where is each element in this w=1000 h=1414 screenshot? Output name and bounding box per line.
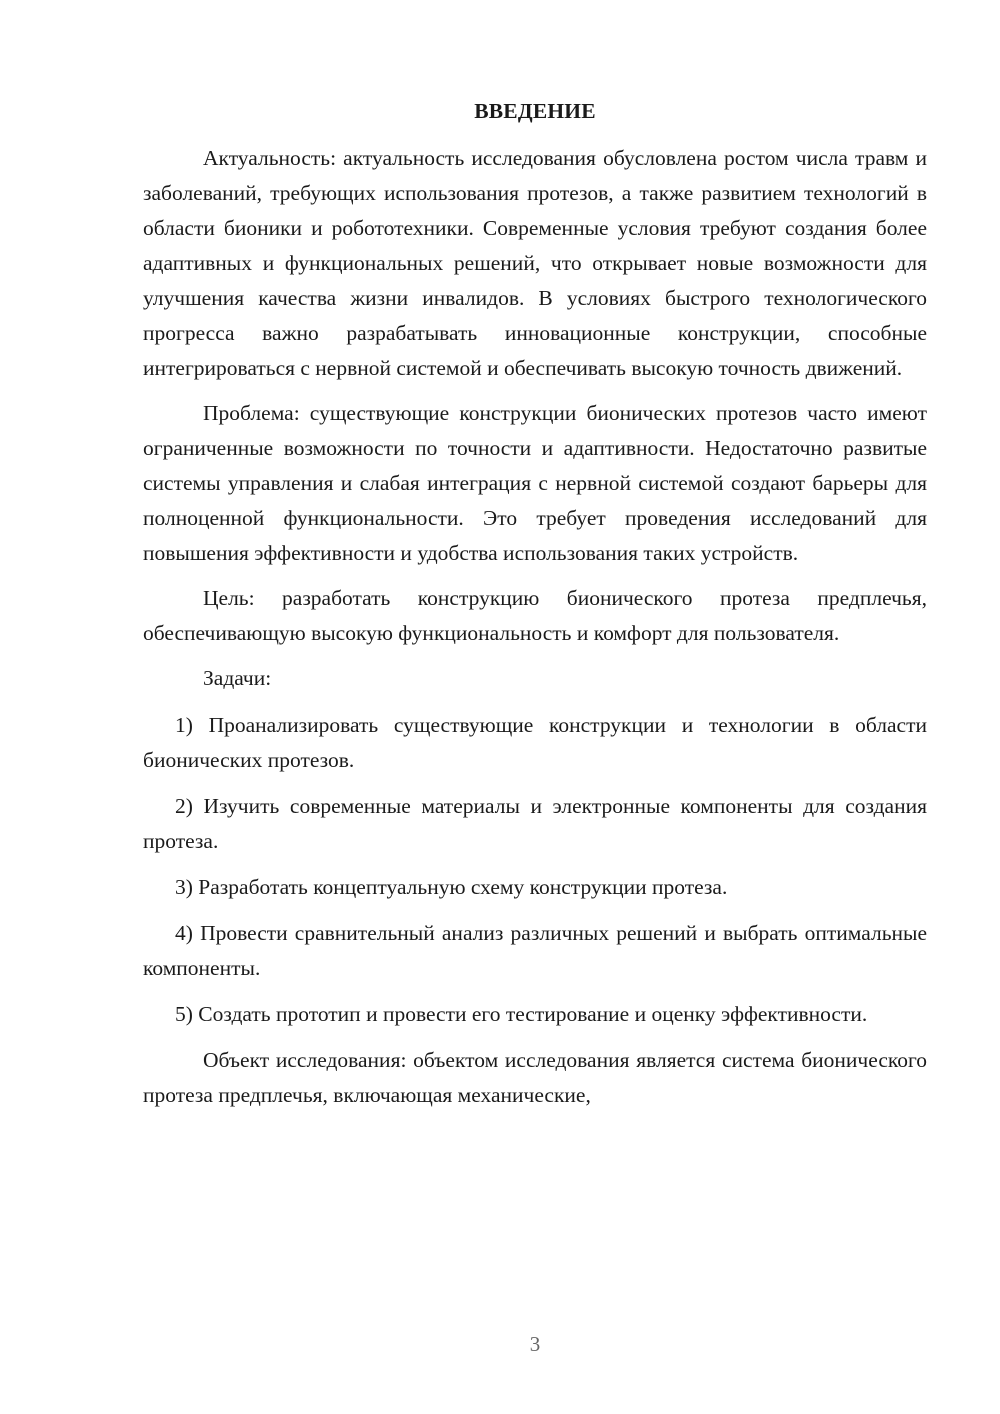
task-item-5: 5) Создать прототип и провести его тестирование и оценку эффективности.	[175, 1002, 868, 1026]
document-page	[143, 94, 927, 1123]
task-item-3: 3) Разработать концептуальную схему конструкции протеза.	[175, 875, 728, 899]
tasks-heading: Задачи:	[203, 666, 272, 690]
task-item-2: 2) Изучить современные материалы и электронные компоненты для создания протеза.	[143, 794, 927, 853]
task-item-4: 4) Провести сравнительный анализ различных решений и выбрать оптимальные компоненты.	[143, 921, 927, 980]
problem-paragraph: Проблема: существующие конструкции бионических протезов часто имеют ограниченные возможности по точности и адаптивности. Недостаточно развитые системы управления и слабая интеграция с нервной системой создают барьеры для полноценной функциональности. Это требует проведения исследований для повышения эффективности и удобства использования таких устройств.	[143, 401, 927, 565]
goal-paragraph: Цель: разработать конструкцию бионического протеза предплечья, обеспечивающую высокую функциональность и комфорт для пользователя.	[143, 586, 927, 645]
task-item-1: 1) Проанализировать существующие конструкции и технологии в области бионических протезов.	[143, 713, 927, 772]
object-paragraph: Объект исследования: объектом исследования является система бионического протеза предплечья, включающая механические,	[143, 1048, 927, 1107]
page-number: 3	[529, 1332, 541, 1356]
relevance-paragraph: Актуальность: актуальность исследования обусловлена ростом числа травм и заболеваний, требующих использования протезов, а также развитием технологий в области бионики и робототехники. Современные условия требуют создания более адаптивных и функциональных решений, что открывает новые возможности для улучшения качества жизни инвалидов. В условиях быстрого технологического прогресса важно разрабатывать инновационные конструкции, способные интегрироваться с нервной системой и обеспечивать высокую точность движений.	[143, 146, 927, 380]
section-title: ВВЕДЕНИЕ	[474, 99, 596, 123]
